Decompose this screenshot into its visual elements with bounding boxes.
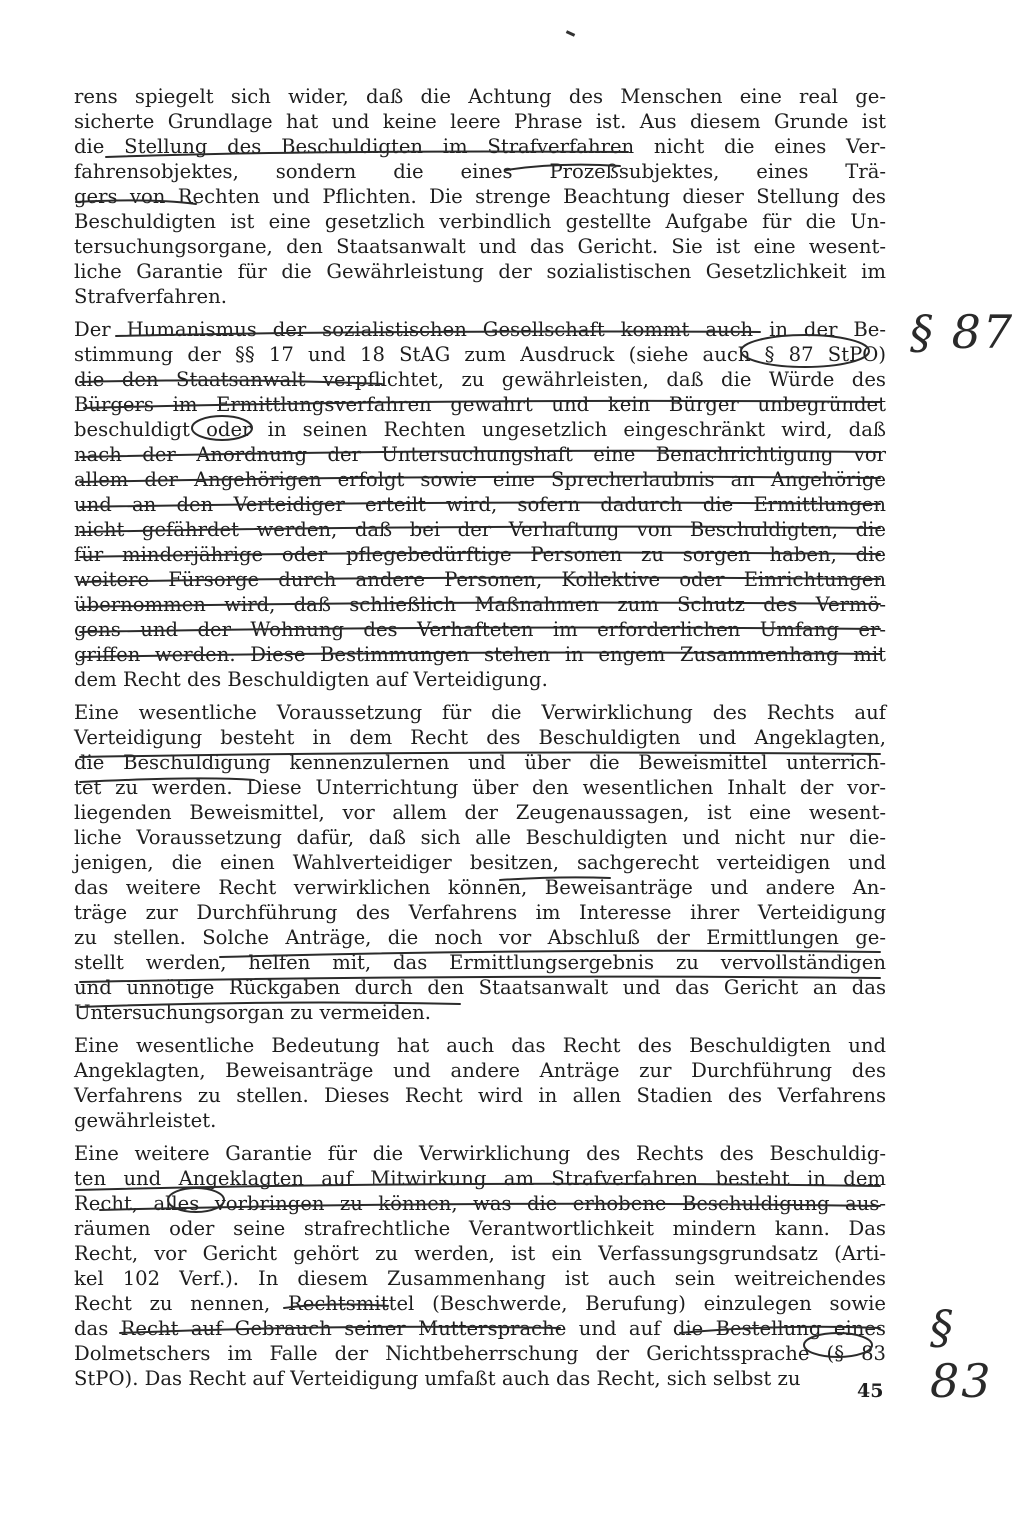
text-line: StPO). Das Recht auf Verteidigung umfaßt auch das Recht, sich selbst zu [74, 1367, 801, 1390]
text-line: für minderjährige oder pflegebedürftige Personen zu sorgen haben, die [74, 543, 886, 566]
text-line: nicht gefährdet werden, daß bei der Verhaftung von Beschuldigten, die [74, 518, 886, 541]
text-line: dem Recht des Beschuldigten auf Verteidigung. [74, 668, 548, 691]
text-line: gens und der Wohnung des Verhafteten im erforderlichen Umfang er- [74, 618, 886, 641]
paragraph [74, 84, 886, 309]
text-line: liche Garantie für die Gewährleistung der sozialistischen Gesetzlichkeit im [74, 260, 886, 283]
text-line: räumen oder seine strafrechtliche Verantwortlichkeit mindern kann. Das [74, 1217, 886, 1240]
text-line: stimmung der §§ 17 und 18 StAG zum Ausdruck (siehe auch § 87 StPO) [74, 343, 886, 366]
text-line: beschuldigt oder in seinen Rechten ungesetzlich eingeschränkt wird, daß [74, 418, 886, 441]
text-line: Bürgers im Ermittlungsverfahren gewahrt und kein Bürger unbegründet [74, 393, 886, 416]
text-line: ten und Angeklagten auf Mitwirkung am Strafverfahren besteht in dem [74, 1167, 886, 1190]
text-line: die Beschuldigung kennenzulernen und über die Beweismittel unterrich- [74, 751, 886, 774]
body-text [74, 84, 886, 1391]
text-line: und unnötige Rückgaben durch den Staatsanwalt und das Gericht an das [74, 976, 886, 999]
page-number: 45 [857, 1380, 884, 1402]
text-line: Eine wesentliche Voraussetzung für die Verwirklichung des Rechts auf [74, 701, 886, 724]
text-line: Dolmetschers im Falle der Nichtbeherrschung der Gerichtssprache (§ 83 [74, 1342, 886, 1365]
text-line: kel 102 Verf.). In diesem Zusammenhang ist auch sein weitreichendes [74, 1267, 886, 1290]
text-line: liegenden Beweismittel, vor allem der Zeugenaussagen, ist eine wesent- [74, 801, 886, 824]
text-line: allem der Angehörigen erfolgt sowie eine Sprecherlaubnis an Angehörige [74, 468, 886, 491]
text-line: das Recht auf Gebrauch seiner Muttersprache und auf die Bestellung eines [74, 1317, 886, 1340]
text-line: Recht, alles vorbringen zu können, was die erhobene Beschuldigung aus- [74, 1192, 886, 1215]
text-line: die Stellung des Beschuldigten im Strafverfahren nicht die eines Ver- [74, 135, 886, 158]
text-line: Der Humanismus der sozialistischen Gesellschaft kommt auch in der Be- [74, 318, 886, 341]
margin-note: § 83 [930, 1300, 993, 1408]
text-line: Strafverfahren. [74, 285, 227, 308]
text-line: nach der Anordnung der Untersuchungshaft eine Benachrichtigung vor [74, 443, 886, 466]
paragraph [74, 1141, 886, 1391]
text-line: tersuchungsorgane, den Staatsanwalt und das Gericht. Sie ist eine wesent- [74, 235, 886, 258]
text-line: Verfahrens zu stellen. Dieses Recht wird in allen Stadien des Verfahrens [74, 1084, 886, 1107]
text-line: Recht zu nennen, Rechtsmittel (Beschwerde, Berufung) einzulegen sowie [74, 1292, 886, 1315]
paragraph [74, 700, 886, 1025]
text-line: die den Staatsanwalt verpflichtet, zu gewährleisten, daß die Würde des [74, 368, 886, 391]
text-line: Angeklagten, Beweisanträge und andere Anträge zur Durchführung des [74, 1059, 886, 1082]
text-line: Untersuchungsorgan zu vermeiden. [74, 1001, 431, 1024]
text-line: träge zur Durchführung des Verfahrens im Interesse ihrer Verteidigung [74, 901, 886, 924]
text-line: zu stellen. Solche Anträge, die noch vor Abschluß der Ermittlungen ge- [74, 926, 886, 949]
text-line: gewährleistet. [74, 1109, 217, 1132]
text-line: sicherte Grundlage hat und keine leere Phrase ist. Aus diesem Grunde ist [74, 110, 886, 133]
text-line: Eine wesentliche Bedeutung hat auch das Recht des Beschuldigten und [74, 1034, 886, 1057]
text-line: Recht, vor Gericht gehört zu werden, ist ein Verfassungsgrundsatz (Arti- [74, 1242, 886, 1265]
paragraph [74, 317, 886, 692]
text-line: griffen werden. Diese Bestimmungen stehen in engem Zusammenhang mit [74, 643, 886, 666]
text-line: jenigen, die einen Wahlverteidiger besitzen, sachgerecht verteidigen und [74, 851, 886, 874]
text-line: weitere Fürsorge durch andere Personen, Kollektive oder Einrichtungen [74, 568, 886, 591]
margin-note: § 87 [910, 305, 1015, 359]
text-line: Eine weitere Garantie für die Verwirklichung des Rechts des Beschuldig- [74, 1142, 886, 1165]
text-line: Verteidigung besteht in dem Recht des Beschuldigten und Angeklagten, [74, 726, 886, 749]
paragraph [74, 1033, 886, 1133]
text-line: Beschuldigten ist eine gesetzlich verbindlich gestellte Aufgabe für die Un- [74, 210, 886, 233]
text-line: gers von Rechten und Pflichten. Die strenge Beachtung dieser Stellung des [74, 185, 886, 208]
scan-speck [566, 30, 575, 37]
text-line: rens spiegelt sich wider, daß die Achtung des Menschen eine real ge- [74, 85, 886, 108]
text-line: tet zu werden. Diese Unterrichtung über den wesentlichen Inhalt der vor- [74, 776, 886, 799]
text-line: und an den Verteidiger erteilt wird, sofern dadurch die Ermittlungen [74, 493, 886, 516]
text-line: fahrensobjektes, sondern die eines Prozeßsubjektes, eines Trä- [74, 160, 886, 183]
text-line: das weitere Recht verwirklichen können, Beweisanträge und andere An- [74, 876, 886, 899]
text-line: liche Voraussetzung dafür, daß sich alle Beschuldigten und nicht nur die- [74, 826, 886, 849]
text-line: übernommen wird, daß schließlich Maßnahmen zum Schutz des Vermö- [74, 593, 886, 616]
text-line: stellt werden, helfen mit, das Ermittlungsergebnis zu vervollständigen [74, 951, 886, 974]
